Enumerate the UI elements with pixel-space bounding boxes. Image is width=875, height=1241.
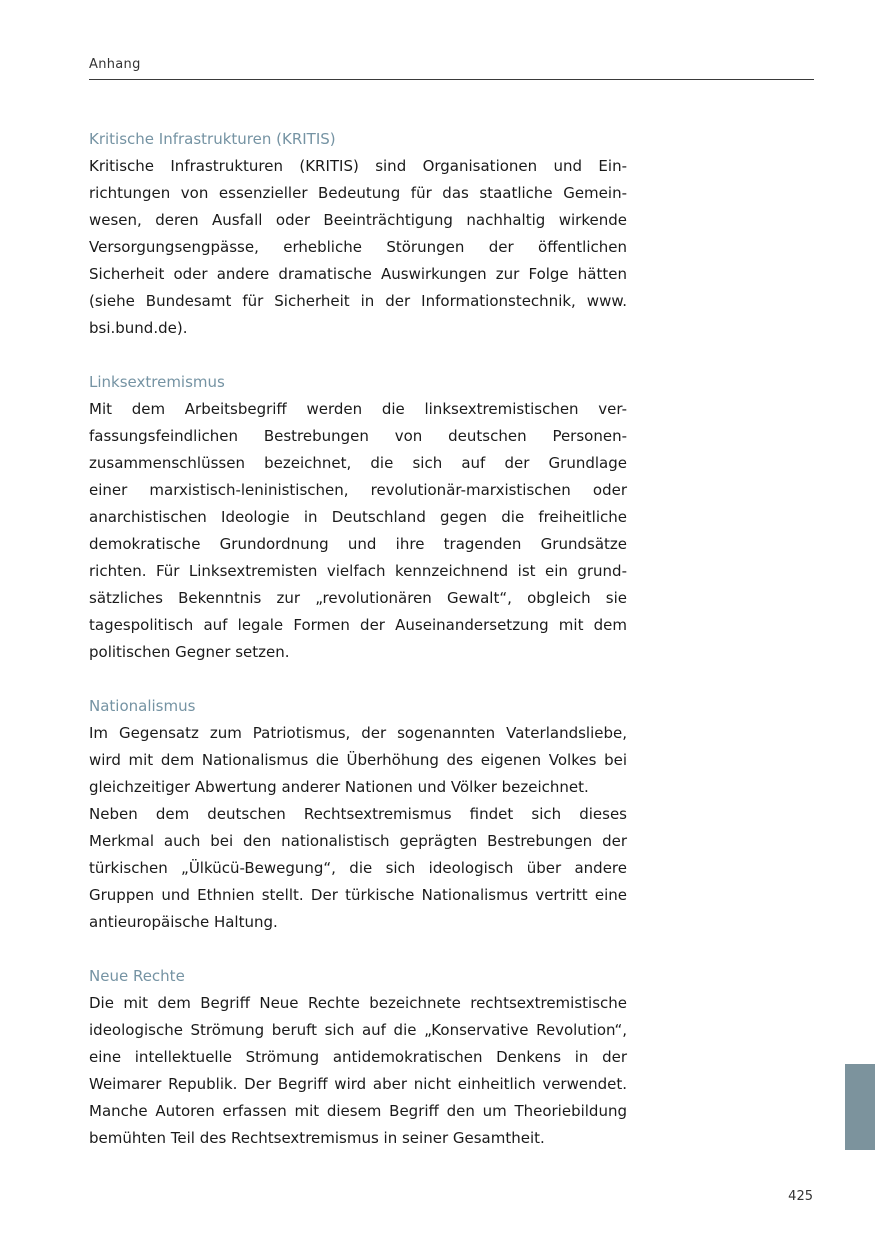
glossary-definition <box>89 990 627 1152</box>
glossary-definition <box>89 720 627 936</box>
text-line: antieuropäische Haltung. <box>89 913 278 931</box>
glossary-entry-linksextremismus <box>89 369 627 666</box>
text-line: gleichzeitiger Abwertung anderer Nationen und Völker bezeichnet. <box>89 778 589 796</box>
running-header-label: Anhang <box>89 57 141 72</box>
text-line: wird mit dem Nationalismus die Überhöhung des eigenen Volkes bei <box>89 751 627 769</box>
text-line: Weimarer Republik. Der Begriff wird aber nicht einheitlich verwendet. <box>89 1075 627 1093</box>
text-line: richten. Für Linksextremisten vielfach kennzeichnend ist ein grund- <box>89 562 627 580</box>
text-line: zusammenschlüssen bezeichnet, die sich auf der Grundlage <box>89 454 627 472</box>
text-line: eine intellektuelle Strömung antidemokratischen Denkens in der <box>89 1048 627 1066</box>
glossary-term: Nationalismus <box>89 697 196 715</box>
page-number: 425 <box>788 1189 813 1204</box>
text-line: Die mit dem Begriff Neue Rechte bezeichnete rechtsextremistische <box>89 994 627 1012</box>
text-line: Manche Autoren erfassen mit diesem Begriff den um Theoriebildung <box>89 1102 627 1120</box>
glossary-entry-kritis <box>89 126 627 342</box>
text-line: richtungen von essenzieller Bedeutung für das staatliche Gemein- <box>89 184 627 202</box>
text-line: demokratische Grundordnung und ihre tragenden Grundsätze <box>89 535 627 553</box>
text-line: Kritische Infrastrukturen (KRITIS) sind Organisationen und Ein- <box>89 157 627 175</box>
text-line: bsi.bund.de). <box>89 319 188 337</box>
text-line: sätzliches Bekenntnis zur „revolutionären Gewalt“, obgleich sie <box>89 589 627 607</box>
text-line: bemühten Teil des Rechtsextremismus in seiner Gesamtheit. <box>89 1129 545 1147</box>
text-line: fassungsfeindlichen Bestrebungen von deutschen Personen- <box>89 427 627 445</box>
text-line: Gruppen und Ethnien stellt. Der türkische Nationalismus vertritt eine <box>89 886 627 904</box>
text-line: politischen Gegner setzen. <box>89 643 290 661</box>
text-line: Mit dem Arbeitsbegriff werden die linksextremistischen ver- <box>89 400 627 418</box>
glossary-term: Linksextremismus <box>89 373 225 391</box>
chapter-side-tab <box>845 1064 875 1150</box>
text-line: türkischen „Ülkücü-Bewegung“, die sich ideologisch über andere <box>89 859 627 877</box>
glossary-entry-neue-rechte <box>89 963 627 1152</box>
text-line: tagespolitisch auf legale Formen der Auseinandersetzung mit dem <box>89 616 627 634</box>
glossary-entry-nationalismus <box>89 693 627 936</box>
text-line: einer marxistisch-leninistischen, revolutionär-marxistischen oder <box>89 481 627 499</box>
text-line: (siehe Bundesamt für Sicherheit in der Informationstechnik, www. <box>89 292 627 310</box>
text-line: Neben dem deutschen Rechtsextremismus findet sich dieses <box>89 805 627 823</box>
glossary-term: Kritische Infrastrukturen (KRITIS) <box>89 130 336 148</box>
text-line: Merkmal auch bei den nationalistisch geprägten Bestrebungen der <box>89 832 627 850</box>
text-line: Sicherheit oder andere dramatische Auswirkungen zur Folge hätten <box>89 265 627 283</box>
text-line: wesen, deren Ausfall oder Beeinträchtigung nachhaltig wirkende <box>89 211 627 229</box>
glossary-term: Neue Rechte <box>89 967 185 985</box>
glossary-definition <box>89 396 627 666</box>
text-line: ideologische Strömung beruft sich auf die „Konservative Revolution“, <box>89 1021 627 1039</box>
running-header <box>89 56 814 80</box>
glossary-content <box>89 126 627 1179</box>
glossary-definition <box>89 153 627 342</box>
text-line: Im Gegensatz zum Patriotismus, der sogenannten Vaterlandsliebe, <box>89 724 627 742</box>
text-line: Versorgungsengpässe, erhebliche Störungen der öffentlichen <box>89 238 627 256</box>
text-line: anarchistischen Ideologie in Deutschland gegen die freiheitliche <box>89 508 627 526</box>
